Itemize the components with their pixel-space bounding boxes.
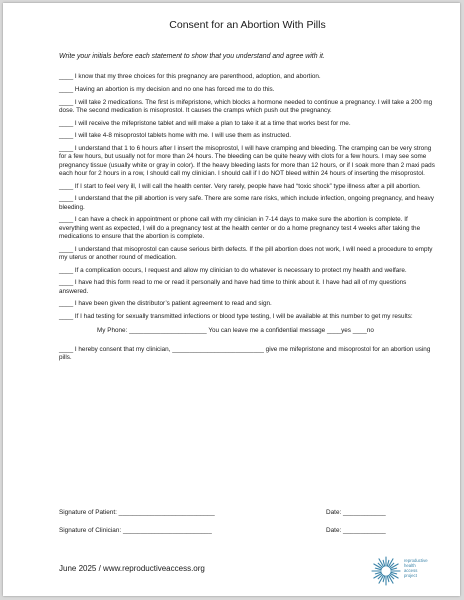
logo-ray [391,568,397,570]
logo-ray [383,560,385,566]
logo-word: project [404,573,417,578]
statement-item: ____ I know that my three choices for this pregnancy are parenthood, adoption, and abortion. [59,73,321,80]
statement-item: ____ I have had this form read to me or read it personally and have had time to think about it. I have had all of my questions answered. [59,279,407,295]
page-title: Consent for an Abortion With Pills [169,19,326,31]
clinician-signature-field[interactable]: Signature of Clinician: _________________________ [59,527,212,534]
statement-item: ____ I can have a check in appointment or phone call with my clinician in 7-14 days to make sure the abortion is complete. If everything went as expected, I will do a pregnancy test at the health center or do a home pregnancy test 4 weeks after taking the medications to ensure that the abortion is complete. [59,216,421,240]
patient-signature-row [59,509,436,517]
statement-item: ____ If a complication occurs, I request and allow my clinician to do whatever is necessary to protect my health and welfare. [59,266,407,274]
logo-ray [375,572,381,574]
statement-item: ____ I will receive the mifepristone tablet and will make a plan to take it at a time that works best for me. [59,119,351,127]
statement-item: ____ If I start to feel very ill, I will call the health center. Very rarely, people have had “toxic shock” type illness after a pill abortion. [59,182,421,190]
statement-item: ____ I understand that 1 to 6 hours after I insert the misoprostol, I will have cramping and bleeding. The cramping can be very strong for a few hours, but usually not for more than 24 hours. The bleeding can be quite heavy with clots for a few hours. I may see some pregnancy tissue (usually white or gray in color). If the heavy bleeding lasts for more than 12 hours, or if I soak more than 2 maxi pads each hour for 2 hours in a row, I should call my clinician. I should call if I do NOT bleed within 24 hours of inserting the misoprostol. [59,145,435,177]
statement-item: ____ I understand that misoprostol can cause serious birth defects. If the pill abortion does not work, I will need a procedure to empty my uterus or another round of medication. [59,245,433,261]
patient-signature-field[interactable]: Signature of Patient: ___________________________ [59,509,215,516]
clinician-signature-row [59,527,436,535]
logo-ray [391,572,397,574]
logo-word: access [404,568,418,573]
organization-logo [370,555,450,589]
logo-word: reproductive [404,558,428,563]
phone-line[interactable]: My Phone: ______________________ You can leave me a confidential message ____yes ____no [97,327,374,335]
logo-ray [375,568,381,570]
statement-item: ____ I understand that the pill abortion is very safe. There are some rare risks, which include infection, ongoing pregnancy, and heavy bleeding. [59,195,434,211]
logo-mark-icon [370,555,402,587]
logo-wordmark [404,558,428,578]
logo-ray [383,576,385,582]
document-page [3,3,460,596]
instruction-text: Write your initials before each statement to show that you understand and agree with it. [59,53,325,60]
statement-item: ____ I will take 4-8 misoprostol tablets home with me. I will use them as instructed. [59,132,291,140]
patient-date-field[interactable]: Date: ____________ [326,509,386,516]
statement-list [59,73,436,367]
clinician-date-field[interactable]: Date: ____________ [326,527,386,534]
statement-item: ____ If I had testing for sexually transmitted infections or blood type testing, I will be available at this number to get my results: [59,313,413,321]
logo-ray [387,576,389,582]
consent-statement[interactable]: ____ I hereby consent that my clinician, __________________________ give me mifepristone and misoprostol for an abortion using pills. [59,345,431,361]
signature-block [59,509,436,545]
statement-item: ____ I will take 2 medications. The first is mifepristone, which blocks a hormone needed to continue a pregnancy. I will take a 200 mg dose. The second medication is misoprostol. It causes the cramps which push out the pregnancy. [59,98,433,114]
logo-ray [387,560,389,566]
statement-item: ____ Having an abortion is my decision and no one has forced me to do this. [59,85,275,93]
statement-item: ____ I have been given the distributor’s patient agreement to read and sign. [59,300,272,308]
logo-word: health [404,563,416,568]
document-content [59,3,436,596]
footer-text: June 2025 / www.reproductiveaccess.org [59,564,205,573]
